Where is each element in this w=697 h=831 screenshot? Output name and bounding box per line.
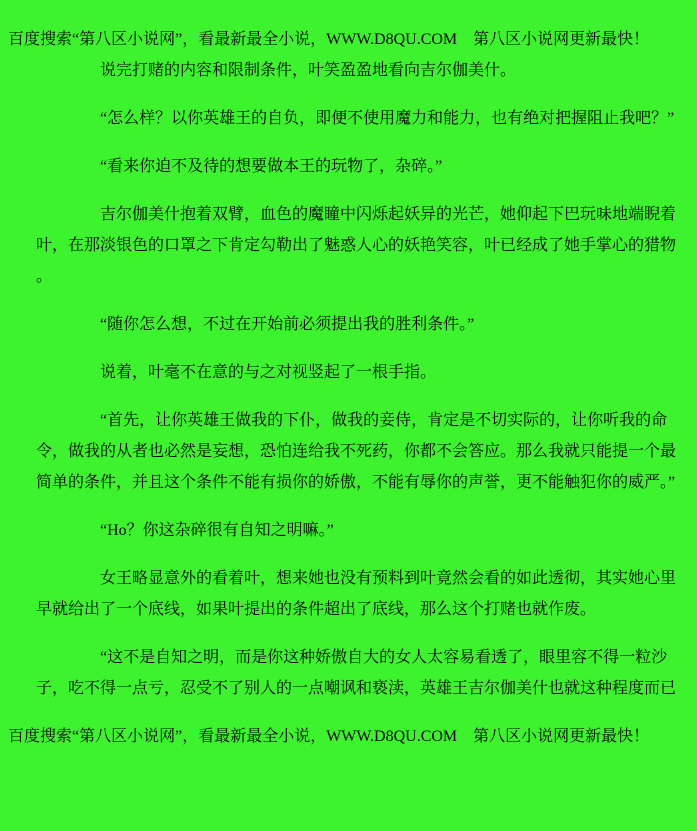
novel-paragraph: “Ho？你这杂碎很有自知之明嘛。” [100, 522, 334, 539]
novel-paragraph: “首先，让你英雄王做我的下仆，做我的妾侍，肯定是不切实际的，让你听我的命令，做我的从者也必然是妄想，恐怕连给我不死药，你都不会答应。那么我就只能提一个最简单的条件，并且这个条件不能有损你的娇傲，不能有辱你的声誉，更不能触犯你的威严。” [36, 412, 677, 491]
novel-paragraph: “看来你迫不及待的想要做本王的玩物了，杂碎。” [100, 158, 443, 175]
novel-paragraph: 女王略显意外的看着叶，想来她也没有预料到叶竟然会看的如此透彻，其实她心里早就给出了一个底线，如果叶提出的条件超出了底线，那么这个打赌也就作废。 [36, 570, 677, 618]
novel-content [8, 55, 689, 704]
novel-paragraph: 说完打赌的内容和限制条件，叶笑盈盈地看向吉尔伽美什。 [100, 62, 517, 79]
footer-ad-text: 百度搜索“第八区小说网”，看最新最全小说，WWW.D8QU.COM 第八区小说网更新最快！ [8, 728, 650, 745]
novel-paragraph: “这不是自知之明，而是你这种娇傲自大的女人太容易看透了，眼里容不得一粒沙子，吃不得一点亏，忍受不了别人的一点嘲讽和亵渎，英雄王吉尔伽美什也就这种程度而已 [36, 649, 677, 697]
novel-paragraph: 吉尔伽美什抱着双臂，血色的魔瞳中闪烁起妖异的光芒，她仰起下巴玩味地端睨着叶，在那淡银色的口罩之下肯定勾勒出了魅惑人心的妖艳笑容，叶已经成了她手掌心的猎物。 [36, 206, 677, 285]
novel-paragraph: 说着，叶毫不在意的与之对视竖起了一根手指。 [100, 364, 437, 381]
novel-paragraph: “随你怎么想，不过在开始前必须提出我的胜利条件。” [100, 316, 475, 333]
header-ad-text: 百度搜索“第八区小说网”，看最新最全小说，WWW.D8QU.COM 第八区小说网更新最快！ [8, 31, 650, 48]
novel-paragraph: “怎么样？以你英雄王的自负，即便不使用魔力和能力，也有绝对把握阻止我吧？” [100, 110, 675, 127]
